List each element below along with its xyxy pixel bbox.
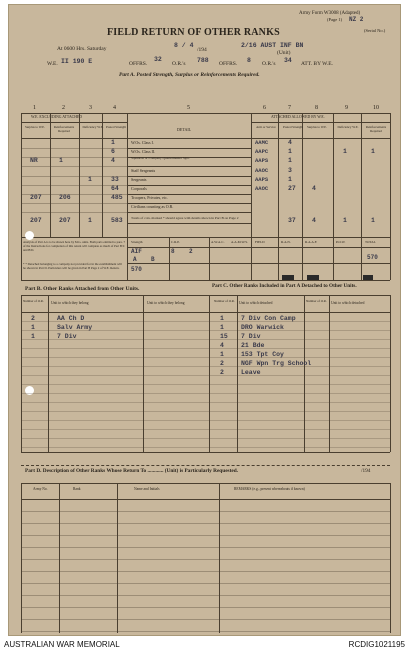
cell-rule — [50, 203, 79, 204]
column-number: 5 — [187, 105, 190, 111]
part-a-cell: NR — [30, 157, 38, 164]
analysis-label: A.W.A.C. — [211, 240, 225, 244]
cell-rule — [79, 212, 102, 213]
part-a-cell: 1 — [288, 148, 292, 155]
bc-row-rule — [21, 357, 390, 358]
cell-rule — [79, 166, 102, 167]
bc-row-rule — [21, 447, 390, 448]
bc-row-rule — [21, 393, 390, 394]
part-a-cell: 1 — [343, 217, 347, 224]
analysis-crp2: 2 — [189, 248, 193, 255]
column-rule — [333, 113, 334, 237]
analysis-label: TOTAL — [365, 240, 376, 244]
we-value: II 190 E — [61, 58, 93, 65]
punch-hole-top — [25, 231, 34, 240]
analysis-rule — [169, 237, 170, 280]
d-column-rule — [117, 483, 118, 633]
arm-cell: AAPS — [255, 176, 269, 183]
right-group-rule — [251, 122, 390, 123]
analysis-label: A.A.M.W.S. — [231, 240, 248, 244]
detail-label: Staff Sergeants — [131, 168, 156, 173]
analysis-bottom-rule — [21, 280, 390, 281]
part-a-note-2: * * Detached belonging to a company not provided for in the establishment will be shown in Part D. Particulars will be given in Part B Page 2 of W.E. Return. — [23, 262, 122, 270]
analysis-row2-total: 570 — [131, 266, 142, 273]
part-d-name-header: Name and Initials — [134, 487, 160, 491]
detail-label: Squadron or Company Quartermaster Sgts. — [131, 156, 190, 160]
footer-right: RCDIG1021195 — [348, 640, 405, 649]
bc-row-rule — [21, 384, 390, 385]
part-d-rank-header: Rank — [73, 487, 81, 491]
part-c-num: 2 — [220, 369, 224, 376]
ors2-value: 34 — [284, 57, 292, 64]
cell-rule — [79, 185, 102, 186]
we-label: W.E. — [47, 61, 58, 67]
part-a-col-header: Deficiency W.E. — [337, 125, 359, 129]
part-b-num: 1 — [31, 333, 35, 340]
offrs2-label: OFFRS. — [219, 61, 238, 67]
column-number: 8 — [315, 105, 318, 111]
analysis-crp1: 8 — [171, 248, 175, 255]
cell-rule — [102, 203, 127, 204]
cell-rule — [79, 157, 102, 158]
part-b-unit-header: Unit to which they belong — [51, 301, 89, 305]
part-a-note-1: Analysis of Part A is to be shown here by M.G. units. Both parts entitled to para. 7 of the Instructions for completion of this return will complete as much of Part B/C and B/D. — [23, 240, 125, 252]
part-bc-top-rule — [21, 295, 390, 296]
cell-rule — [50, 148, 79, 149]
column-rule — [21, 113, 22, 237]
part-bc-bottom-rule — [21, 452, 390, 453]
part-a-cell: 207 — [30, 217, 42, 224]
part-bc-header-rule — [21, 312, 390, 313]
column-number: 6 — [263, 105, 266, 111]
cell-rule — [102, 166, 127, 167]
part-b-unit: AA Ch D — [57, 315, 85, 322]
part-c-num: 4 — [220, 342, 224, 349]
bc-row-rule — [21, 402, 390, 403]
column-rule — [127, 113, 128, 237]
page-label: (Page 1) — [327, 17, 343, 22]
part-a-cell: 33 — [111, 176, 119, 183]
right-group-header: ATTACHED ALLOWED BY W.E. — [271, 115, 325, 119]
column-number: 4 — [113, 105, 116, 111]
column-rule — [302, 113, 303, 237]
part-b-title: Part B. Other Ranks Attached from Other Units. — [25, 286, 140, 292]
detail-row-rule — [127, 223, 251, 224]
part-a-cell: 1 — [111, 139, 115, 146]
part-a-cell: 4 — [312, 217, 316, 224]
cell-rule — [21, 148, 50, 149]
part-a-col-header: Reinforcements Required — [53, 125, 75, 133]
part-b-unit-header-2: Unit to which they belong — [147, 301, 185, 305]
part-a-col-header: Surplus to W.E. — [24, 125, 45, 129]
part-a-cell: 583 — [111, 217, 123, 224]
part-a-col-header: Posted Strength — [105, 125, 127, 129]
cell-rule — [50, 166, 79, 167]
part-a-cell: 1 — [371, 148, 375, 155]
column-rule — [390, 113, 391, 237]
part-a-col-header: Deficiency W.E. — [82, 125, 104, 129]
serial-no-label: (Serial No.) — [364, 28, 386, 33]
part-d-title: Part D. Description of Other Ranks Whose Return To ............ (Unit) is Particularly Requested. — [25, 468, 238, 474]
bc-row-rule — [21, 348, 390, 349]
part-c-unit: DRO Warwick — [241, 324, 284, 331]
analysis-label: FIELD — [255, 240, 265, 244]
left-group-rule — [21, 122, 127, 123]
column-number: 1 — [33, 105, 36, 111]
part-a-cell: 207 — [30, 194, 42, 201]
bc-row-rule — [21, 375, 390, 376]
part-c-unit: Leave — [241, 369, 261, 376]
detail-label: Troopers, Privates, etc. — [131, 195, 168, 200]
part-b-num: 1 — [31, 324, 35, 331]
column-number: 10 — [373, 105, 379, 111]
d-row-rule — [21, 523, 390, 524]
d-row-rule — [21, 511, 390, 512]
part-c-num: 2 — [220, 360, 224, 367]
cell-rule — [50, 185, 79, 186]
analysis-rule — [209, 237, 210, 280]
part-a-cell: 207 — [59, 217, 71, 224]
part-c-unit-header-2: Unit to which detached — [331, 301, 365, 305]
part-a-cell: 4 — [288, 139, 292, 146]
bc-row-rule — [21, 438, 390, 439]
arm-cell: AAOC — [255, 185, 269, 192]
column-number: 2 — [62, 105, 65, 111]
ors-label: O.R.'s — [172, 61, 186, 67]
analysis-label: R.A.A.F. — [305, 240, 318, 244]
part-a-cell: 1 — [288, 176, 292, 183]
part-c-num: 1 — [220, 315, 224, 322]
analysis-rule — [361, 237, 362, 280]
cell-rule — [79, 203, 102, 204]
cell-rule — [21, 203, 50, 204]
cell-rule — [102, 212, 127, 213]
cell-rule — [79, 194, 102, 195]
cell-rule — [21, 166, 50, 167]
d-row-rule — [21, 547, 390, 548]
ink-block — [307, 275, 319, 280]
column-rule — [79, 113, 80, 237]
cell-rule — [21, 212, 50, 213]
part-a-cell: 1 — [59, 157, 63, 164]
detail-header: DETAIL — [177, 127, 192, 132]
field-return-form — [8, 4, 401, 636]
part-b-num-header: Number of O.R. — [23, 299, 44, 303]
part-d-top-rule — [21, 483, 390, 484]
part-a-col-header: Posted Strength — [282, 125, 304, 129]
offrs-label: OFFRS. — [129, 61, 148, 67]
cell-rule — [21, 185, 50, 186]
part-a-cell: 27 — [288, 185, 296, 192]
column-rule — [102, 113, 103, 237]
bc-column-rule — [390, 295, 391, 452]
part-a-cell: 3 — [288, 167, 292, 174]
bc-row-rule — [21, 420, 390, 421]
bc-row-rule — [21, 411, 390, 412]
detail-label: W.Os. Class II. — [131, 149, 156, 154]
part-b-unit: Salv Army — [57, 324, 93, 331]
d-row-rule — [21, 535, 390, 536]
part-c-unit-header: Unit to which detached — [239, 301, 273, 305]
column-number: 3 — [89, 105, 92, 111]
analysis-label: C.R.P. — [171, 240, 180, 244]
part-c-num-header-2: Number of O.R. — [306, 299, 327, 303]
part-c-num: 1 — [220, 324, 224, 331]
cell-rule — [50, 212, 79, 213]
footer-left: AUSTRALIAN WAR MEMORIAL — [4, 640, 120, 649]
left-group-header: W.E. EXCLUDING ATTACHED — [31, 115, 83, 119]
analysis-label: R.A.N. — [281, 240, 291, 244]
d-column-rule — [59, 483, 60, 633]
analysis-rule — [302, 237, 303, 280]
cell-rule — [21, 176, 50, 177]
part-c-unit: 153 Tpt Coy — [241, 351, 284, 358]
arm-cell: AAMC — [255, 139, 269, 146]
at-label: At 0600 Hrs. Saturday — [57, 46, 107, 52]
d-row-rule — [21, 571, 390, 572]
unit-label: (Unit) — [277, 50, 291, 56]
arm-cell: AAOC — [255, 167, 269, 174]
part-c-num: 15 — [220, 333, 228, 340]
d-row-rule — [21, 607, 390, 608]
form-ref: Army Form W3008 (Adapted) — [299, 11, 361, 16]
year-label: /194 — [197, 47, 207, 53]
att-label: ATT. BY W.E. — [301, 61, 333, 67]
date-value: 8 / 4 — [174, 42, 194, 49]
part-d-year: /194 — [361, 468, 371, 474]
part-b-num: 2 — [31, 315, 35, 322]
d-column-rule — [219, 483, 220, 633]
column-number: 9 — [345, 105, 348, 111]
column-rule — [251, 113, 252, 237]
part-a-title: Part A. Posted Strength, Surplus or Reinforcements Required. — [119, 72, 260, 78]
column-number: 7 — [288, 105, 291, 111]
part-a-cell: 1 — [88, 176, 92, 183]
form-title: FIELD RETURN OF OTHER RANKS — [107, 27, 280, 38]
detail-label: Totals of cols. marked * should agree with details shown in Part B on Page 2 — [131, 216, 239, 220]
d-row-rule — [21, 559, 390, 560]
part-a-cell: 1 — [88, 217, 92, 224]
part-a-cell: 6 — [111, 148, 115, 155]
detail-row-rule — [127, 166, 251, 167]
part-a-cell: 4 — [312, 185, 316, 192]
detail-label: Sergeants — [131, 177, 147, 182]
ink-block — [363, 275, 373, 280]
analysis-rule-2 — [127, 263, 390, 264]
part-c-unit: 7 Div Con Camp — [241, 315, 296, 322]
detail-row-rule — [127, 212, 251, 213]
part-c-unit: 21 Bde — [241, 342, 265, 349]
cell-rule — [50, 157, 79, 158]
arm-cell: AAPC — [255, 148, 269, 155]
ink-block — [282, 275, 294, 280]
part-d-header-rule — [21, 499, 390, 500]
offrs2-value: 8 — [247, 57, 251, 64]
part-a-cell: 206 — [59, 194, 71, 201]
header-bottom-rule — [21, 138, 390, 139]
analysis-rule — [278, 237, 279, 280]
ors2-label: O.R.'s — [262, 61, 276, 67]
analysis-rule — [390, 237, 391, 280]
rows-bottom-rule — [21, 237, 390, 238]
part-a-cell: 4 — [111, 157, 115, 164]
analysis-total: 570 — [367, 254, 378, 261]
analysis-strength: AIF — [131, 248, 142, 255]
d-column-rule — [390, 483, 391, 633]
arm-cell: AAPS — [255, 157, 269, 164]
part-a-cell: 64 — [111, 185, 119, 192]
part-c-num: 1 — [220, 351, 224, 358]
part-a-cell: 1 — [371, 217, 375, 224]
d-row-rule — [21, 595, 390, 596]
analysis-label: P.O.W. — [336, 240, 346, 244]
part-a-cell: 1 — [343, 148, 347, 155]
d-row-rule — [21, 631, 390, 632]
part-c-unit: 7 Div — [241, 333, 261, 340]
ors-value: 788 — [197, 57, 209, 64]
analysis-rule-1 — [127, 247, 390, 248]
part-d-armyno-header: Army No. — [33, 487, 48, 491]
part-a-cell: 485 — [111, 194, 123, 201]
d-row-rule — [21, 583, 390, 584]
detail-label: Corporals — [131, 186, 147, 191]
unit-value: 2/16 AUST INF BN — [241, 42, 304, 49]
part-c-title: Part C. Other Ranks Included in Part A Detached to Other Units. — [212, 283, 357, 289]
part-d-separator — [21, 465, 390, 466]
part-a-col-header: Surplus to W.E. — [306, 125, 327, 129]
column-rule — [278, 113, 279, 237]
bc-row-rule — [21, 366, 390, 367]
offrs-value: 32 — [154, 56, 162, 63]
analysis-sub1: A — [133, 256, 137, 263]
part-c-unit: NGF Wpn Trg School — [241, 360, 312, 367]
cell-rule — [79, 148, 102, 149]
analysis-rule — [251, 237, 252, 280]
bc-row-rule — [21, 429, 390, 430]
analysis-rule — [333, 237, 334, 280]
detail-label: Civilians counting as O.R. — [131, 204, 174, 209]
analysis-rule — [21, 237, 22, 280]
serial-value: NZ 2 — [349, 16, 364, 23]
cell-rule — [50, 176, 79, 177]
part-a-cell: 37 — [288, 217, 296, 224]
table-top-rule — [21, 113, 390, 114]
part-d-remarks-header: REMARKS (e.g., present whereabouts if known) — [234, 487, 305, 491]
detail-label: W.Os. Class I. — [131, 140, 154, 145]
part-a-col-header: Reinforcements Required — [365, 125, 387, 133]
analysis-sub2: B — [151, 256, 155, 263]
analysis-label: Strength — [131, 240, 143, 244]
analysis-rule — [127, 237, 128, 280]
part-a-col-header: Arm or Service — [256, 125, 276, 129]
d-row-rule — [21, 619, 390, 620]
part-b-unit: 7 Div — [57, 333, 77, 340]
part-a-cell: 1 — [288, 157, 292, 164]
d-column-rule — [21, 483, 22, 633]
part-c-num-header: Number of O.R. — [214, 299, 235, 303]
